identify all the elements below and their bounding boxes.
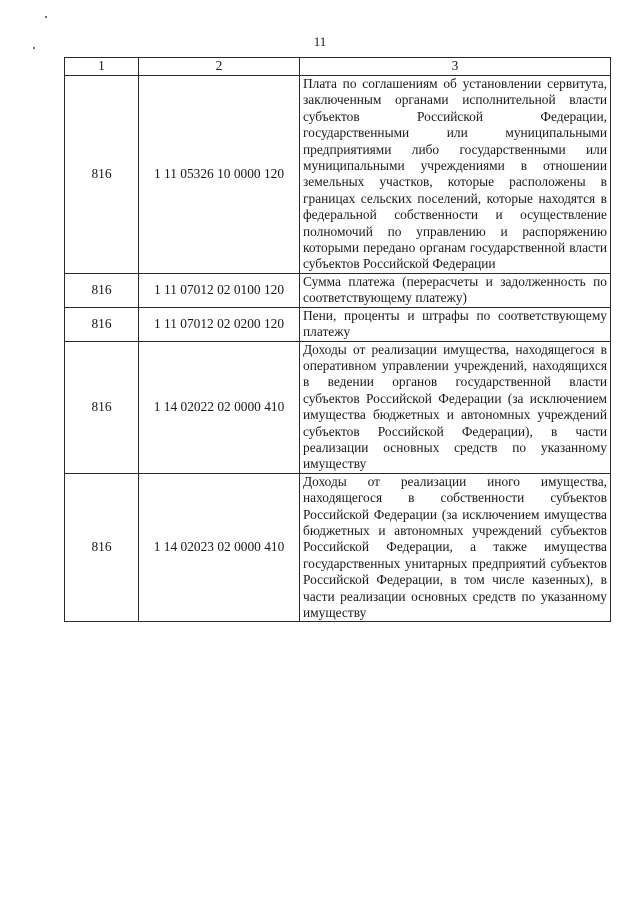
page-number: 11: [313, 34, 327, 49]
admin-code-cell: 816: [65, 273, 139, 307]
table-row: [65, 341, 611, 473]
column-header-1: 1: [65, 58, 139, 76]
column-header-3: 3: [300, 58, 611, 76]
scan-speck: [45, 16, 47, 18]
admin-code-cell: 816: [65, 341, 139, 473]
table-row: [65, 76, 611, 274]
description-cell: Плата по соглашениям об установлении сервитута, заключенным органами исполнительной власти субъектов Российской Федерации, государственными или муниципальными предприятиями либо государственными или муниципальными учреждениями в отношении земельных участков, которые расположены в границах сельских поселений, которые находятся в федеральной собственности и осуществление полномочий по управлению и распоряжению которыми передано органам государственной власти субъектов Российской Федерации: [300, 76, 611, 274]
table-row: [65, 307, 611, 341]
kbk-code-cell: 1 14 02022 02 0000 410: [139, 341, 300, 473]
kbk-code-cell: 1 11 07012 02 0100 120: [139, 273, 300, 307]
budget-codes-table: [64, 57, 611, 622]
table-row: [65, 473, 611, 622]
kbk-code-cell: 1 11 05326 10 0000 120: [139, 76, 300, 274]
description-cell: Сумма платежа (перерасчеты и задолженность по соответствующему платежу): [300, 273, 611, 307]
admin-code-cell: 816: [65, 473, 139, 622]
kbk-code-cell: 1 11 07012 02 0200 120: [139, 307, 300, 341]
admin-code-cell: 816: [65, 307, 139, 341]
table-header-row: [65, 58, 611, 76]
description-cell: Доходы от реализации иного имущества, находящегося в собственности субъектов Российской Федерации (за исключением имущества бюджетных и автономных учреждений субъектов Российской Федерации, а также имущества государственных унитарных предприятий субъектов Российской Федерации, в том числе казенных), в части реализации основных средств по указанному имуществу: [300, 473, 611, 622]
table-row: [65, 273, 611, 307]
admin-code-cell: 816: [65, 76, 139, 274]
description-cell: Доходы от реализации имущества, находящегося в оперативном управлении учреждений, находящихся в ведении органов государственной власти субъектов Российской Федерации (за исключением имущества бюджетных и автономных учреждений субъектов Российской Федерации), в части реализации основных средств по указанному имуществу: [300, 341, 611, 473]
kbk-code-cell: 1 14 02023 02 0000 410: [139, 473, 300, 622]
description-cell: Пени, проценты и штрафы по соответствующему платежу: [300, 307, 611, 341]
column-header-2: 2: [139, 58, 300, 76]
